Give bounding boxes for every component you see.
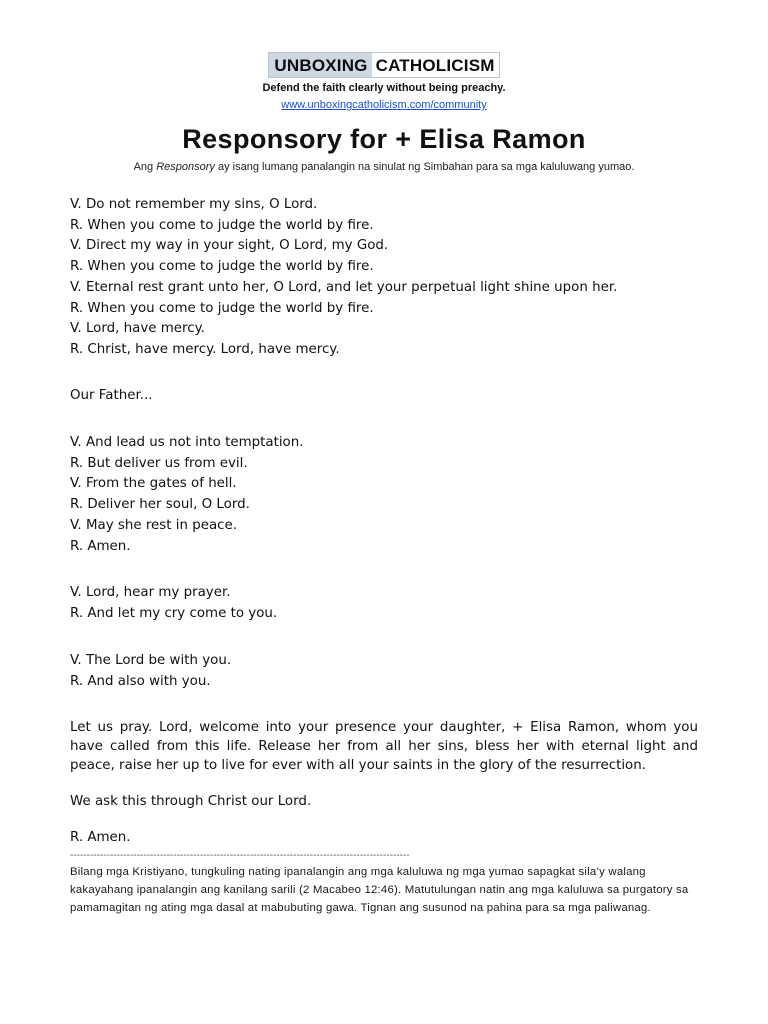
verse-line: V. The Lord be with you. [70, 653, 232, 668]
responsory-block-4 [70, 651, 698, 692]
verse-line: V. And lead us not into temptation. [70, 435, 304, 450]
intro-after: ay isang lumang panalangin na sinulat ng Simbahan para sa mga kaluluwang yumao. [214, 161, 635, 173]
community-link[interactable]: www.unboxingcatholicism.com/community [281, 99, 487, 111]
final-amen: R. Amen. [70, 830, 131, 845]
logo-catholicism: CATHOLICISM [372, 53, 499, 77]
our-father-block [70, 386, 698, 407]
verse-line: V. Eternal rest grant unto her, O Lord, and let your perpetual light shine upon her. [70, 279, 618, 295]
logo-unboxing: UNBOXING [269, 53, 371, 77]
verse-line: V. May she rest in peace. [70, 517, 238, 533]
response-line: R. When you come to judge the world by fire. [70, 217, 374, 233]
dashed-divider: ------------------------------------------------------------------------------------------------------ [70, 850, 410, 861]
intro-text [0, 161, 768, 173]
header [0, 52, 768, 113]
response-line: R. When you come to judge the world by fire. [70, 259, 374, 275]
intro-italic: Responsory [156, 161, 215, 173]
verse-line: V. Do not remember my sins, O Lord. [70, 197, 318, 212]
page-title: Responsory for + Elisa Ramon [182, 124, 586, 154]
closing-prayer: Let us pray. Lord, welcome into your presence your daughter, + Elisa Ramon, whom you have called from this life. Release her from all her sins, bless her with eternal light and peace, raise her up to live for ever with all your saints in the glory of the resurrection. [70, 720, 698, 773]
closing-line: We ask this through Christ our Lord. [70, 794, 312, 809]
verse-line: V. Direct my way in your sight, O Lord, my God. [70, 238, 389, 254]
responsory-block-3 [70, 583, 698, 624]
response-line: R. Amen. [70, 538, 131, 554]
response-line: R. And let my cry come to you. [70, 605, 278, 621]
responsory-block-1 [70, 195, 698, 361]
tagline: Defend the faith clearly without being preachy. [262, 82, 506, 94]
final-amen-block [70, 828, 698, 849]
verse-line: V. Lord, hear my prayer. [70, 585, 231, 600]
response-line: R. And also with you. [70, 673, 211, 689]
footnote: Bilang mga Kristiyano, tungkuling nating ipanalangin ang mga kaluluwa ng mga yumao sapagkat sila’y walang kakayahang ipanalangin ang kanilang sarili (2 Macabeo 12:46). Matutulungan natin ang mga kaluluwa sa purgatory sa pamamagitan ng ating mga dasal at mabubuting gawa. Tignan ang susunod na pahina para sa mga paliwanag. [70, 866, 689, 914]
logo [268, 52, 499, 78]
verse-line: V. From the gates of hell. [70, 476, 237, 492]
verse-line: V. Lord, have mercy. [70, 321, 205, 337]
responsory-block-2 [70, 433, 698, 557]
response-line: R. But deliver us from evil. [70, 455, 248, 471]
our-father-line: Our Father... [70, 388, 153, 403]
closing-line-block [70, 792, 698, 813]
response-line: R. Christ, have mercy. Lord, have mercy. [70, 341, 340, 357]
intro-before: Ang [133, 161, 157, 173]
response-line: R. Deliver her soul, O Lord. [70, 497, 250, 513]
response-line: R. When you come to judge the world by fire. [70, 300, 374, 316]
